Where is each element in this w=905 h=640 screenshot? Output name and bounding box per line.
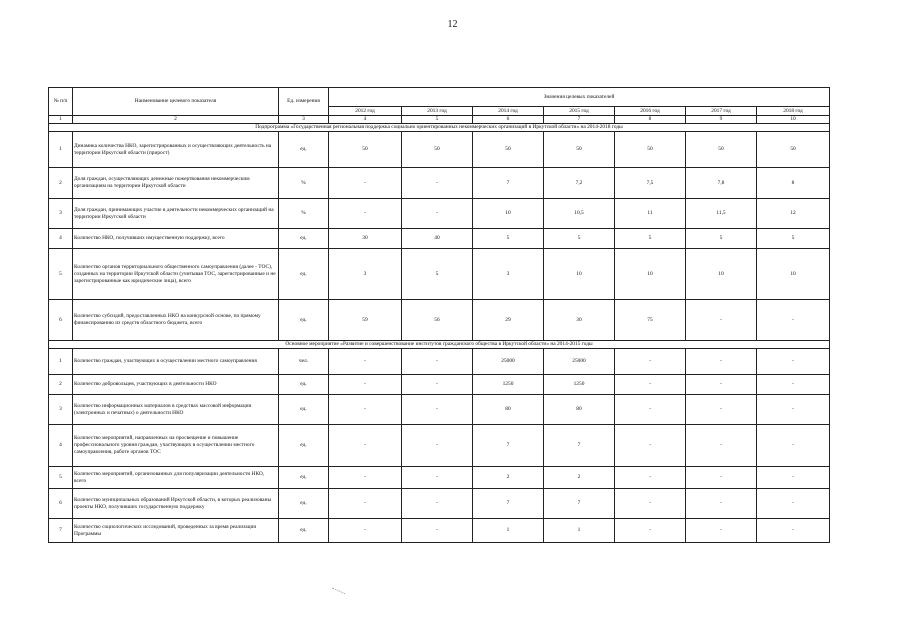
table-row <box>49 229 830 249</box>
value-cell: - <box>402 519 473 543</box>
row-number: 4 <box>49 229 73 249</box>
indicator-unit: % <box>279 168 329 199</box>
indicator-name: Количество добровольцев, участвующих в деятельности НКО <box>73 375 279 395</box>
value-cell: - <box>757 489 830 519</box>
value-cell: - <box>615 467 686 489</box>
value-cell: 7 <box>544 425 615 467</box>
header-year: 2012 год <box>329 107 402 116</box>
value-cell: 7 <box>544 489 615 519</box>
value-cell: - <box>402 489 473 519</box>
table-row <box>49 467 830 489</box>
value-cell: 8 <box>757 168 830 199</box>
value-cell: - <box>757 300 830 341</box>
header-name: Наименование целевого показателя <box>73 88 279 116</box>
table-row <box>49 425 830 467</box>
value-cell: - <box>686 467 757 489</box>
value-cell: - <box>615 519 686 543</box>
value-cell: - <box>757 375 830 395</box>
value-cell: - <box>329 519 402 543</box>
table-row <box>49 132 830 168</box>
value-cell: - <box>402 395 473 425</box>
value-cell: 3 <box>473 249 544 300</box>
row-number: 2 <box>49 168 73 199</box>
value-cell: - <box>757 425 830 467</box>
indicator-name: Количество социологических исследований, проведенных за время реализации Программы <box>73 519 279 543</box>
value-cell: - <box>329 168 402 199</box>
indicator-unit: ед. <box>279 229 329 249</box>
indicator-unit: ед. <box>279 395 329 425</box>
value-cell: - <box>757 519 830 543</box>
value-cell: - <box>686 519 757 543</box>
row-number: 4 <box>49 425 73 467</box>
header-year: 2016 год <box>615 107 686 116</box>
value-cell: 10 <box>544 249 615 300</box>
header-year: 2013 год <box>402 107 473 116</box>
column-number: 2 <box>73 116 279 124</box>
indicator-name: Количество граждан, участвующих в осуществлении местного самоуправления <box>73 349 279 375</box>
value-cell: 10 <box>757 249 830 300</box>
value-cell: 29 <box>473 300 544 341</box>
value-cell: - <box>329 489 402 519</box>
value-cell: 50 <box>473 132 544 168</box>
indicator-name: Доля граждан, осуществляющих денежные пожертвования некоммерческим организациям на территории Иркутской области <box>73 168 279 199</box>
value-cell: 30 <box>329 229 402 249</box>
table-row <box>49 375 830 395</box>
value-cell: - <box>402 199 473 229</box>
column-number: 9 <box>686 116 757 124</box>
value-cell: - <box>615 489 686 519</box>
indicator-name: Количество субсидий, предоставленных НКО на конкурсной основе, по прямому финансированию из средств областного бюджета, всего <box>73 300 279 341</box>
value-cell: - <box>686 300 757 341</box>
value-cell: - <box>757 395 830 425</box>
value-cell: 1250 <box>544 375 615 395</box>
header-unit: Ед. измерения <box>279 88 329 116</box>
header-year: 2014 год <box>473 107 544 116</box>
row-number: 3 <box>49 199 73 229</box>
target-indicators-table <box>48 87 830 543</box>
indicator-unit: ед. <box>279 132 329 168</box>
header-year: 2018 год <box>757 107 830 116</box>
value-cell: 5 <box>402 249 473 300</box>
header-values-group: Значения целевых показателей <box>329 88 830 107</box>
value-cell: 10 <box>473 199 544 229</box>
value-cell: - <box>402 467 473 489</box>
section-title: Основное мероприятие «Развитие и совершенствование институтов гражданского общества в Иркутской области» на 2014-2015 годы <box>49 341 830 349</box>
value-cell: 2 <box>544 467 615 489</box>
indicator-unit: чел. <box>279 349 329 375</box>
value-cell: - <box>329 425 402 467</box>
indicator-unit: ед. <box>279 489 329 519</box>
value-cell: 5 <box>757 229 830 249</box>
value-cell: 10,5 <box>544 199 615 229</box>
value-cell: 11 <box>615 199 686 229</box>
indicator-name: Количество органов территориального общественного самоуправления (далее - ТОС), созданных на территории Иркутской области (учитывая ТОС, зарегистрированные и не зарегистрированные как юридические лица), всего <box>73 249 279 300</box>
value-cell: 50 <box>402 132 473 168</box>
value-cell: 30 <box>544 300 615 341</box>
value-cell: 50 <box>686 132 757 168</box>
column-number: 10 <box>757 116 830 124</box>
table-row <box>49 395 830 425</box>
value-cell: - <box>757 349 830 375</box>
value-cell: 7 <box>473 489 544 519</box>
value-cell: 5 <box>473 229 544 249</box>
value-cell: 1 <box>544 519 615 543</box>
value-cell: 80 <box>473 395 544 425</box>
table-row <box>49 519 830 543</box>
value-cell: - <box>402 375 473 395</box>
value-cell: - <box>615 425 686 467</box>
column-number: 5 <box>402 116 473 124</box>
indicator-name: Динамика количества НКО, зарегистрированных и осуществляющих деятельность на территории Иркутской области (прирост) <box>73 132 279 168</box>
value-cell: - <box>615 349 686 375</box>
header-year: 2017 год <box>686 107 757 116</box>
scan-artifact <box>329 587 345 601</box>
column-number: 6 <box>473 116 544 124</box>
column-number: 4 <box>329 116 402 124</box>
row-number: 7 <box>49 519 73 543</box>
indicator-unit: ед. <box>279 425 329 467</box>
value-cell: 10 <box>615 249 686 300</box>
table-row <box>49 489 830 519</box>
indicator-name: Количество информационных материалов в средствах массовой информации (электронных и печатных) о деятельности НКО <box>73 395 279 425</box>
value-cell: - <box>757 467 830 489</box>
value-cell: - <box>686 489 757 519</box>
value-cell: 5 <box>544 229 615 249</box>
table-row <box>49 168 830 199</box>
value-cell: 11,5 <box>686 199 757 229</box>
column-number: 3 <box>279 116 329 124</box>
value-cell: 5 <box>615 229 686 249</box>
row-number: 6 <box>49 489 73 519</box>
value-cell: 75 <box>615 300 686 341</box>
value-cell: 10 <box>686 249 757 300</box>
value-cell: - <box>686 349 757 375</box>
value-cell: 7,2 <box>544 168 615 199</box>
page-number: 12 <box>447 19 458 30</box>
row-number: 5 <box>49 467 73 489</box>
value-cell: 56 <box>402 300 473 341</box>
value-cell: 5 <box>686 229 757 249</box>
indicator-unit: ед. <box>279 300 329 341</box>
value-cell: 25000 <box>473 349 544 375</box>
section-title: Подпрограмма «Государственная региональная поддержка социально ориентированных некоммерческих организаций в Иркутской области» на 2014-2018 годы <box>49 124 830 132</box>
indicator-unit: ед. <box>279 249 329 300</box>
value-cell: 7 <box>473 425 544 467</box>
value-cell: - <box>686 395 757 425</box>
row-number: 6 <box>49 300 73 341</box>
header-num: № п/п <box>49 88 73 116</box>
indicator-name: Количество муниципальных образований Иркутской области, в которых реализованы проекты НКО, получивших государственную поддержку <box>73 489 279 519</box>
value-cell: - <box>329 467 402 489</box>
column-number: 7 <box>544 116 615 124</box>
indicator-unit: ед. <box>279 467 329 489</box>
value-cell: 50 <box>329 132 402 168</box>
header-year: 2015 год <box>544 107 615 116</box>
value-cell: 7,8 <box>686 168 757 199</box>
value-cell: - <box>686 425 757 467</box>
value-cell: - <box>329 199 402 229</box>
indicator-unit: ед. <box>279 375 329 395</box>
table-row <box>49 249 830 300</box>
value-cell: - <box>402 168 473 199</box>
indicator-name: Количество мероприятий, организованных для популяризации деятельности НКО, всего <box>73 467 279 489</box>
value-cell: 1250 <box>473 375 544 395</box>
value-cell: 7 <box>473 168 544 199</box>
column-number: 8 <box>615 116 686 124</box>
value-cell: 1 <box>473 519 544 543</box>
value-cell: 59 <box>329 300 402 341</box>
row-number: 5 <box>49 249 73 300</box>
value-cell: 50 <box>615 132 686 168</box>
indicator-unit: % <box>279 199 329 229</box>
value-cell: - <box>686 375 757 395</box>
table-row <box>49 300 830 341</box>
value-cell: 7,5 <box>615 168 686 199</box>
value-cell: - <box>329 395 402 425</box>
value-cell: - <box>329 349 402 375</box>
value-cell: - <box>329 375 402 395</box>
value-cell: 3 <box>329 249 402 300</box>
column-number: 1 <box>49 116 73 124</box>
value-cell: - <box>615 395 686 425</box>
value-cell: 25000 <box>544 349 615 375</box>
value-cell: - <box>402 425 473 467</box>
value-cell: 50 <box>544 132 615 168</box>
value-cell: - <box>402 349 473 375</box>
row-number: 3 <box>49 395 73 425</box>
value-cell: - <box>615 375 686 395</box>
indicator-name: Количество мероприятий, направленных на просвещение и повышение профессионального уровня граждан, участвующих в осуществлении местного самоуправления, работе органов ТОС <box>73 425 279 467</box>
value-cell: 80 <box>544 395 615 425</box>
value-cell: 12 <box>757 199 830 229</box>
value-cell: 40 <box>402 229 473 249</box>
row-number: 1 <box>49 349 73 375</box>
indicator-name: Доля граждан, принимающих участие в деятельности некоммерческих организаций на территории Иркутской области <box>73 199 279 229</box>
row-number: 1 <box>49 132 73 168</box>
table-row <box>49 199 830 229</box>
table-row <box>49 349 830 375</box>
value-cell: 2 <box>473 467 544 489</box>
row-number: 2 <box>49 375 73 395</box>
indicator-name: Количество НКО, получивших имущественную поддержку, всего <box>73 229 279 249</box>
value-cell: 50 <box>757 132 830 168</box>
indicator-unit: ед. <box>279 519 329 543</box>
